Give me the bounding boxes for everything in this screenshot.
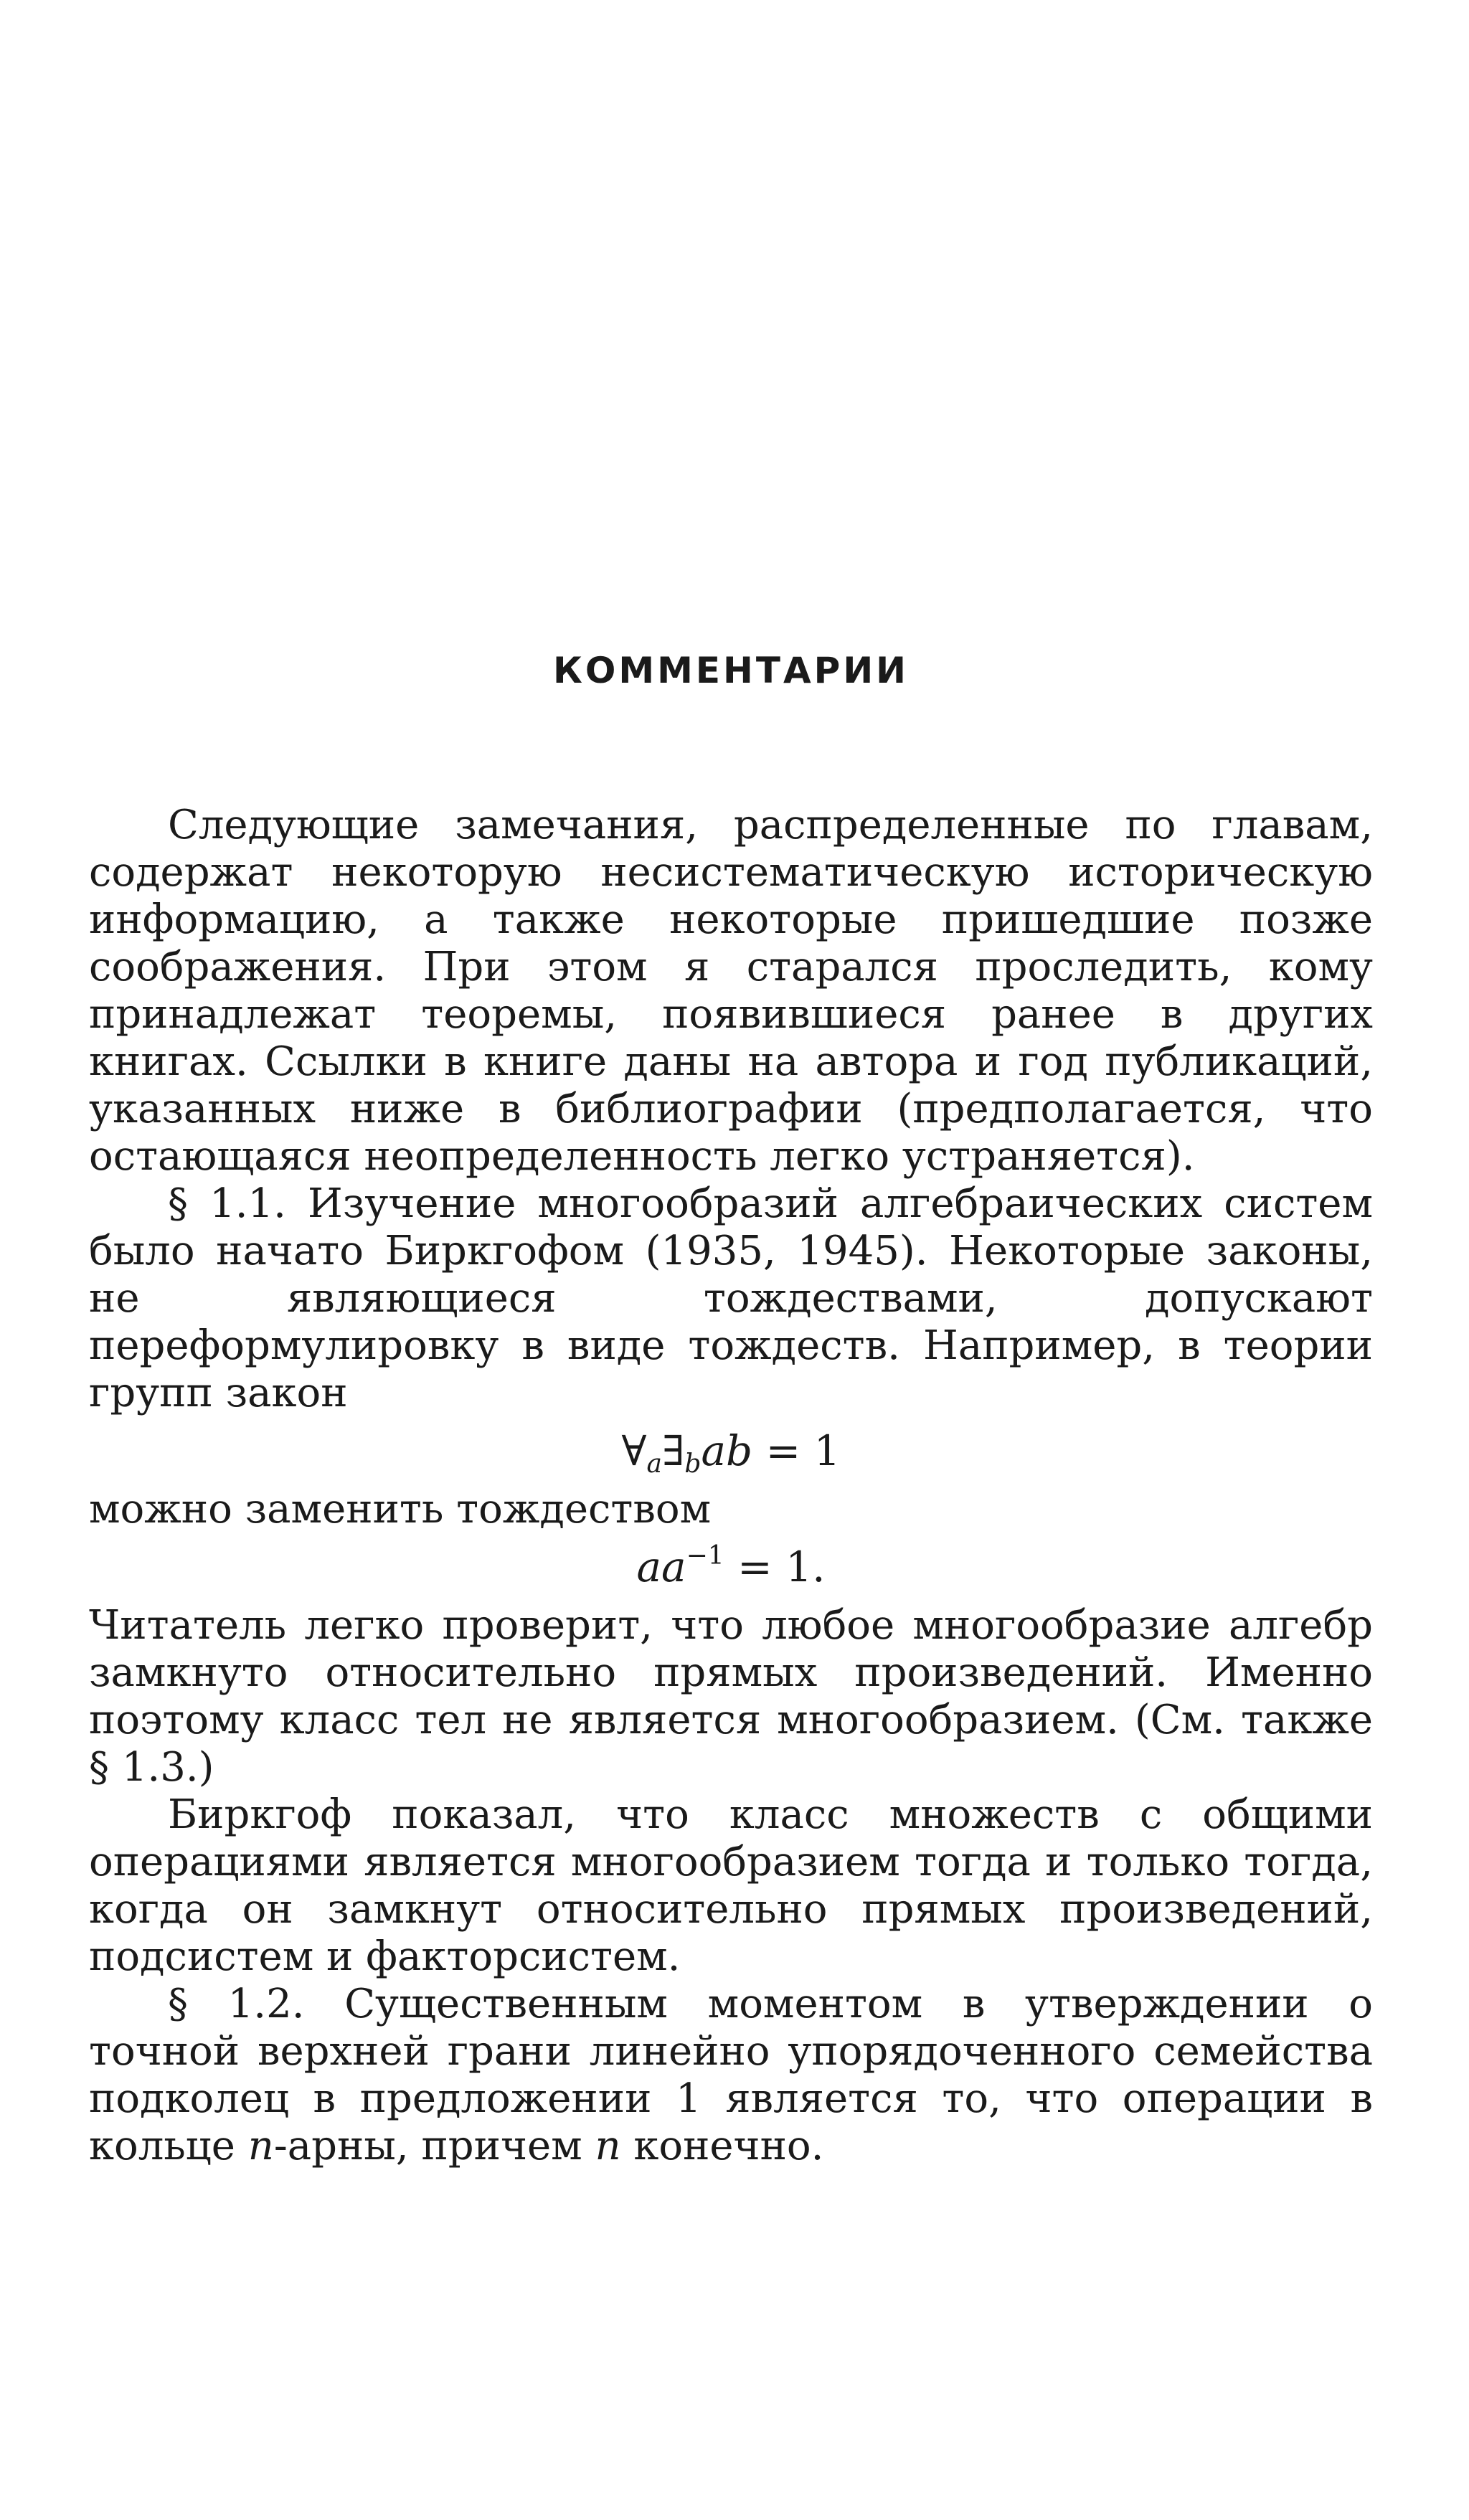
section-1-2-text-start: § 1.2. Существенным моментом в утверждении о точной верхней грани линейно упорядоченного семейства подколец в предложении 1 является то, что операции в кольце	[89, 1981, 1373, 2169]
paragraph-section-1-1: § 1.1. Изучение многообразий алгебраических систем было начато Биркгофом (1935, 1945). Некоторые законы, не являющиеся тождествами, допускают переформулировку в виде тождеств. Например, в теории групп закон	[89, 1180, 1373, 1416]
forall-symbol: ∀	[621, 1426, 647, 1475]
section-1-2-n-second: n	[595, 2123, 621, 2169]
formula-inverse-equals: = 1.	[724, 1543, 826, 1591]
formula-inverse-product: aa	[636, 1543, 686, 1591]
exists-subscript: b	[684, 1449, 702, 1479]
paragraph-birkhoff: Биркгоф показал, что класс множеств с общими операциями является многообразием тогда и только тогда, когда он замкнут относительно прямых произведений, подсистем и факторсистем.	[89, 1791, 1373, 1980]
paragraph-reader: Читатель легко проверит, что любое многообразие алгебр замкнуто относительно прямых произведений. Именно поэтому класс тел не является многообразием. (См. также § 1.3.)	[89, 1602, 1373, 1791]
formula-equals: = 1	[752, 1426, 841, 1475]
body-text	[89, 802, 1373, 2170]
formula-quantified-law	[89, 1426, 1373, 1479]
page-title: КОММЕНТАРИИ	[552, 650, 910, 691]
paragraph-replace: можно заменить тождеством	[89, 1486, 712, 1533]
forall-subscript: a	[646, 1449, 662, 1479]
formula-product: ab	[701, 1426, 753, 1475]
formula-inverse-exponent: −1	[686, 1541, 724, 1571]
formula-inverse-identity	[89, 1542, 1373, 1592]
exists-symbol: ∃	[661, 1426, 685, 1475]
section-1-2-n-first: n	[247, 2123, 274, 2169]
section-1-2-text-mid: -арны, причем	[273, 2123, 595, 2169]
section-1-2-text-end: конечно.	[620, 2123, 824, 2169]
paragraph-section-1-2	[89, 1981, 1373, 2170]
paragraph-intro: Следующие замечания, распределенные по главам, содержат некоторую несистематическую историческую информацию, а также некоторые пришедшие позже соображения. При этом я старался проследить, кому принадлежат теоремы, появившиеся ранее в других книгах. Ссылки в книге даны на автора и год публикаций, указанных ниже в библиографии (предполагается, что остающаяся неопределенность легко устраняется).	[89, 802, 1373, 1180]
